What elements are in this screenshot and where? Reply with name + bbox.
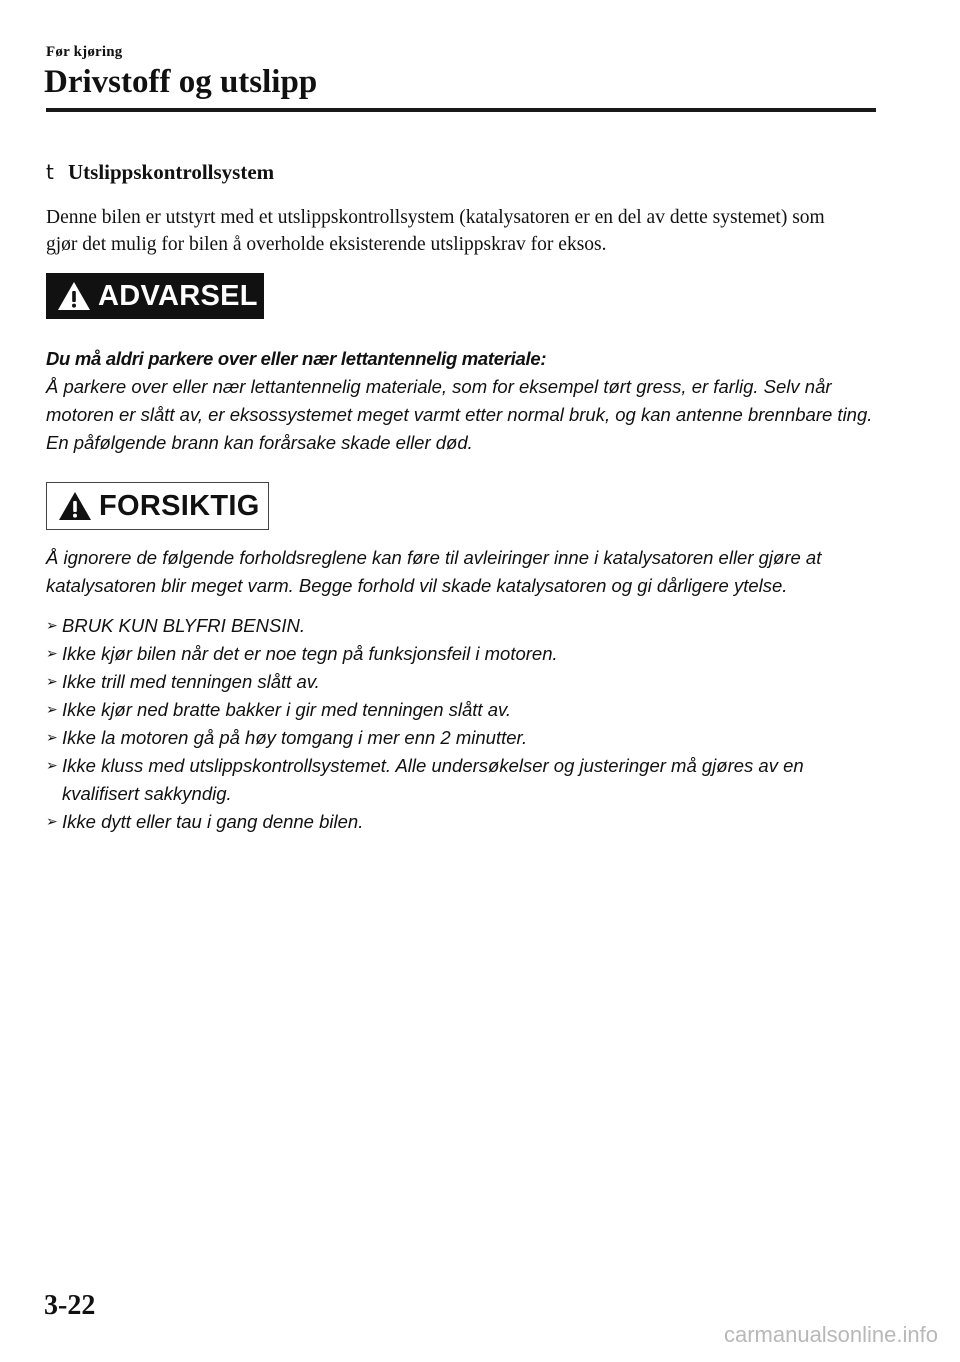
warning-block	[46, 345, 876, 457]
caution-block	[46, 544, 876, 836]
arrow-bullet-icon: ➢	[46, 618, 58, 634]
caution-list	[46, 612, 876, 836]
intro-paragraph: Denne bilen er utstyrt med et utslippskontrollsystem (katalysatoren er en del av dette systemet) som gjør det mulig for bilen å overholde eksisterende utslippskrav for eksos.	[46, 207, 825, 255]
caution-triangle-icon	[57, 490, 93, 522]
caution-badge-label: FORSIKTIG	[99, 489, 260, 522]
caution-badge	[46, 482, 269, 530]
arrow-bullet-icon: ➢	[46, 646, 58, 662]
warning-heading: Du må aldri parkere over eller nær lettantennelig materiale:	[46, 348, 547, 369]
page-title: Drivstoff og utslipp	[44, 64, 318, 100]
warning-triangle-icon	[56, 280, 92, 312]
list-item: ➢ Ikke kluss med utslippskontrollsystemet. Alle undersøkelser og justeringer må gjøres av en kvalifisert sakkyndig.	[46, 752, 876, 808]
arrow-bullet-icon: ➢	[46, 702, 58, 718]
list-item: ➢ Ikke trill med tenningen slått av.	[46, 668, 876, 696]
caution-text: Å ignorere de følgende forholdsreglene kan føre til avleiringer inne i katalysatoren eller gjøre at katalysatoren blir meget varm. Begge forhold vil skade katalysatoren og gi dårligere ytelse.	[46, 547, 822, 596]
list-item: ➢ Ikke la motoren gå på høy tomgang i mer enn 2 minutter.	[46, 724, 876, 752]
arrow-bullet-icon: ➢	[46, 730, 58, 746]
warning-badge	[46, 273, 264, 319]
watermark: carmanualsonline.info	[723, 1322, 938, 1347]
list-item: ➢ BRUK KUN BLYFRI BENSIN.	[46, 612, 876, 640]
chapter-label: Før kjøring	[46, 44, 123, 60]
section-bullet-icon: t	[46, 160, 54, 184]
warning-badge-label: ADVARSEL	[98, 279, 258, 312]
arrow-bullet-icon: ➢	[46, 674, 58, 690]
section-heading	[46, 160, 274, 185]
page-number: 3-22	[44, 1290, 96, 1321]
title-divider	[46, 108, 876, 112]
list-item: ➢ Ikke dytt eller tau i gang denne bilen.	[46, 808, 876, 836]
list-item: ➢ Ikke kjør ned bratte bakker i gir med tenningen slått av.	[46, 696, 876, 724]
list-item: ➢ Ikke kjør bilen når det er noe tegn på funksjonsfeil i motoren.	[46, 640, 876, 668]
arrow-bullet-icon: ➢	[46, 758, 58, 774]
arrow-bullet-icon: ➢	[46, 814, 58, 830]
section-heading-text: Utslippskontrollsystem	[68, 160, 275, 184]
warning-text: Å parkere over eller nær lettantennelig materiale, som for eksempel tørt gress, er farlig. Selv når motoren er slått av, er eksossystemet meget varmt etter normal bruk, og kan antenne brennbare ting. En påfølgende brann kan forårsake skade eller død.	[46, 376, 873, 453]
